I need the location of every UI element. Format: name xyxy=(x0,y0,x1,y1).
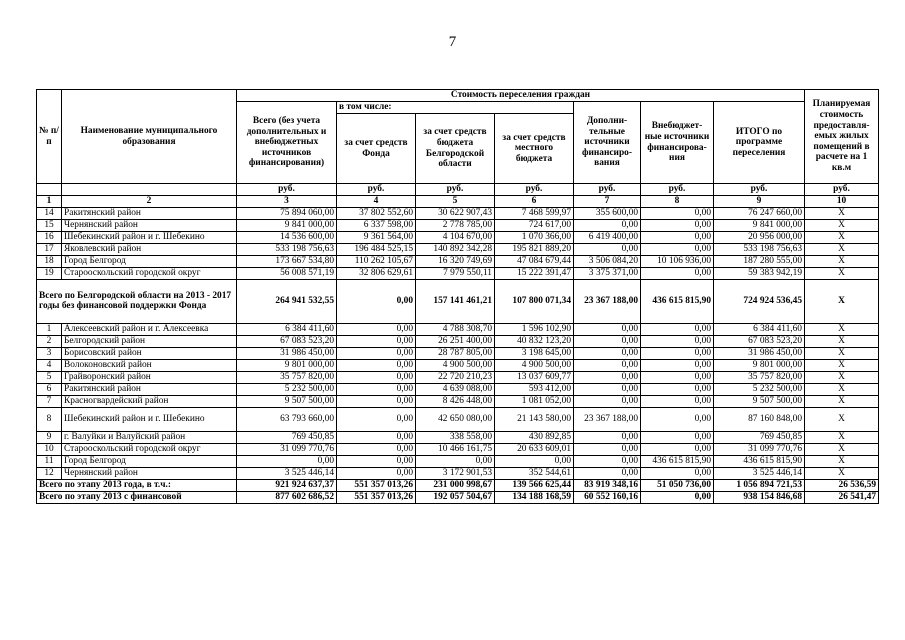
value-reg: 2 778 785,00 xyxy=(416,219,495,231)
value-loc: 724 617,00 xyxy=(495,219,574,231)
resettlement-cost-table xyxy=(36,89,879,504)
col-extrabudget-header: Внебюджет- ные источники финансирова- ния xyxy=(641,102,714,184)
municipality-name: Старооскольский городской округ xyxy=(62,267,237,279)
table-body xyxy=(37,207,879,503)
row-number: 9 xyxy=(37,431,62,443)
value-total: 0,00 xyxy=(237,455,337,467)
subtotal-add: 23 367 188,00 xyxy=(574,279,641,323)
total-fund: 551 357 013,26 xyxy=(337,491,416,503)
municipality-name: Белгородский район xyxy=(62,335,237,347)
col-number: 3 xyxy=(237,196,337,208)
value-ext: 0,00 xyxy=(641,371,714,383)
value-fund: 0,00 xyxy=(337,407,416,431)
value-fund: 0,00 xyxy=(337,371,416,383)
value-itogo: 6 384 411,60 xyxy=(714,323,805,335)
value-loc: 593 412,00 xyxy=(495,383,574,395)
total-plan: 26 536,59 xyxy=(805,479,879,491)
value-loc: 1 070 366,00 xyxy=(495,231,574,243)
value-fund: 0,00 xyxy=(337,335,416,347)
value-total: 6 384 411,60 xyxy=(237,323,337,335)
row-number: 7 xyxy=(37,395,62,407)
value-add: 0,00 xyxy=(574,371,641,383)
value-fund: 0,00 xyxy=(337,383,416,395)
table-row xyxy=(37,359,879,371)
value-total: 67 083 523,20 xyxy=(237,335,337,347)
value-add: 3 506 084,20 xyxy=(574,255,641,267)
value-itogo: 87 160 848,00 xyxy=(714,407,805,431)
units-row xyxy=(37,184,879,196)
value-plan: Х xyxy=(805,395,879,407)
municipality-name: Яковлевский район xyxy=(62,243,237,255)
col-regional-header: за счет средств бюджета Белгородской области xyxy=(416,114,495,184)
total-label: Всего по этапу 2013 с финансовой xyxy=(37,491,237,503)
col-number: 10 xyxy=(805,196,879,208)
col-total-header: Всего (без учета дополнительных и внебюджетных источников финансирования) xyxy=(237,102,337,184)
row-number: 19 xyxy=(37,267,62,279)
value-total: 9 801 000,00 xyxy=(237,359,337,371)
value-itogo: 436 615 815,90 xyxy=(714,455,805,467)
value-plan: Х xyxy=(805,431,879,443)
value-ext: 0,00 xyxy=(641,347,714,359)
value-loc: 352 544,61 xyxy=(495,467,574,479)
total-plan: 26 541,47 xyxy=(805,491,879,503)
value-loc: 0,00 xyxy=(495,455,574,467)
col-number: 1 xyxy=(37,196,62,208)
total-ext: 51 050 736,00 xyxy=(641,479,714,491)
value-reg: 8 426 448,00 xyxy=(416,395,495,407)
total-fund: 551 357 013,26 xyxy=(337,479,416,491)
value-fund: 0,00 xyxy=(337,347,416,359)
row-number: 4 xyxy=(37,359,62,371)
municipality-name: Старооскольский городской округ xyxy=(62,443,237,455)
value-ext: 0,00 xyxy=(641,323,714,335)
municipality-name: Ракитянский район xyxy=(62,207,237,219)
value-loc: 3 198 645,00 xyxy=(495,347,574,359)
municipality-name: Волоконовский район xyxy=(62,359,237,371)
value-plan: Х xyxy=(805,455,879,467)
value-ext: 10 106 936,00 xyxy=(641,255,714,267)
table-row xyxy=(37,323,879,335)
value-plan: Х xyxy=(805,359,879,371)
col-number: 9 xyxy=(714,196,805,208)
value-fund: 0,00 xyxy=(337,395,416,407)
value-total: 31 986 450,00 xyxy=(237,347,337,359)
value-ext: 0,00 xyxy=(641,207,714,219)
value-total: 533 198 756,63 xyxy=(237,243,337,255)
row-number: 12 xyxy=(37,467,62,479)
col-fund-header: за счет средств Фонда xyxy=(337,114,416,184)
value-plan: Х xyxy=(805,243,879,255)
col-additional-header: Дополни- тельные источники финансиро- вания xyxy=(574,102,641,184)
value-ext: 0,00 xyxy=(641,443,714,455)
value-itogo: 9 507 500,00 xyxy=(714,395,805,407)
value-loc: 20 633 609,01 xyxy=(495,443,574,455)
table-row xyxy=(37,383,879,395)
value-loc: 21 143 580,00 xyxy=(495,407,574,431)
subtotal-label: Всего по Белгородской области на 2013 - 2017 годы без финансовой поддержки Фонда xyxy=(37,279,237,323)
value-loc: 7 468 599,97 xyxy=(495,207,574,219)
value-add: 23 367 188,00 xyxy=(574,407,641,431)
column-numbers-row xyxy=(37,196,879,208)
municipality-name: Чернянский район xyxy=(62,467,237,479)
page-number: 7 xyxy=(448,34,457,50)
subtotal-total: 264 941 532,55 xyxy=(237,279,337,323)
table-row xyxy=(37,443,879,455)
value-fund: 0,00 xyxy=(337,443,416,455)
municipality-name: Шебекинский район и г. Шебекино xyxy=(62,407,237,431)
value-add: 0,00 xyxy=(574,359,641,371)
value-reg: 4 104 670,00 xyxy=(416,231,495,243)
value-add: 0,00 xyxy=(574,243,641,255)
value-ext: 0,00 xyxy=(641,395,714,407)
value-add: 3 375 371,00 xyxy=(574,267,641,279)
municipality-name: г. Валуйки и Валуйский район xyxy=(62,431,237,443)
value-plan: Х xyxy=(805,335,879,347)
table-row xyxy=(37,219,879,231)
row-number: 15 xyxy=(37,219,62,231)
value-reg: 338 558,00 xyxy=(416,431,495,443)
table-row xyxy=(37,335,879,347)
value-ext: 0,00 xyxy=(641,219,714,231)
unit-cell: руб. xyxy=(416,184,495,196)
subtotal-itogo: 724 924 536,45 xyxy=(714,279,805,323)
value-plan: Х xyxy=(805,467,879,479)
col-number: 7 xyxy=(574,196,641,208)
municipality-name: Красногвардейский район xyxy=(62,395,237,407)
value-itogo: 31 986 450,00 xyxy=(714,347,805,359)
municipality-name: Грайворонский район xyxy=(62,371,237,383)
value-loc: 1 596 102,90 xyxy=(495,323,574,335)
row-number: 8 xyxy=(37,407,62,431)
row-number: 18 xyxy=(37,255,62,267)
col-number: 8 xyxy=(641,196,714,208)
value-loc: 15 222 391,47 xyxy=(495,267,574,279)
col-in-that-header: в том числе: xyxy=(337,102,574,114)
value-reg: 10 466 161,75 xyxy=(416,443,495,455)
value-reg: 26 251 400,00 xyxy=(416,335,495,347)
row-number: 5 xyxy=(37,371,62,383)
value-itogo: 20 956 000,00 xyxy=(714,231,805,243)
value-reg: 3 172 901,53 xyxy=(416,467,495,479)
value-total: 9 841 000,00 xyxy=(237,219,337,231)
subtotal-row xyxy=(37,279,879,323)
total-itogo: 938 154 846,68 xyxy=(714,491,805,503)
table-row xyxy=(37,431,879,443)
value-itogo: 31 099 770,76 xyxy=(714,443,805,455)
value-ext: 0,00 xyxy=(641,383,714,395)
total-reg: 231 000 998,67 xyxy=(416,479,495,491)
row-number: 10 xyxy=(37,443,62,455)
value-reg: 0,00 xyxy=(416,455,495,467)
total-loc: 139 566 625,44 xyxy=(495,479,574,491)
value-itogo: 533 198 756,63 xyxy=(714,243,805,255)
value-plan: Х xyxy=(805,323,879,335)
value-fund: 6 337 598,00 xyxy=(337,219,416,231)
value-plan: Х xyxy=(805,443,879,455)
value-add: 0,00 xyxy=(574,347,641,359)
col-number: 2 xyxy=(62,196,237,208)
value-reg: 4 900 500,00 xyxy=(416,359,495,371)
subtotal-fund: 0,00 xyxy=(337,279,416,323)
value-itogo: 9 801 000,00 xyxy=(714,359,805,371)
value-reg: 4 639 088,00 xyxy=(416,383,495,395)
subtotal-reg: 157 141 461,21 xyxy=(416,279,495,323)
value-ext: 0,00 xyxy=(641,467,714,479)
value-plan: Х xyxy=(805,267,879,279)
value-plan: Х xyxy=(805,347,879,359)
value-itogo: 3 525 446,14 xyxy=(714,467,805,479)
municipality-name: Город Белгород xyxy=(62,255,237,267)
value-reg: 16 320 749,69 xyxy=(416,255,495,267)
value-fund: 0,00 xyxy=(337,467,416,479)
value-itogo: 5 232 500,00 xyxy=(714,383,805,395)
value-itogo: 67 083 523,20 xyxy=(714,335,805,347)
value-ext: 0,00 xyxy=(641,267,714,279)
value-total: 3 525 446,14 xyxy=(237,467,337,479)
unit-cell: руб. xyxy=(805,184,879,196)
value-ext: 0,00 xyxy=(641,243,714,255)
value-add: 0,00 xyxy=(574,467,641,479)
value-add: 0,00 xyxy=(574,383,641,395)
value-add: 6 419 400,00 xyxy=(574,231,641,243)
total-add: 60 552 160,16 xyxy=(574,491,641,503)
col-number: 6 xyxy=(495,196,574,208)
value-reg: 30 622 907,43 xyxy=(416,207,495,219)
subtotal-loc: 107 800 071,34 xyxy=(495,279,574,323)
table-row xyxy=(37,407,879,431)
table-row xyxy=(37,455,879,467)
value-reg: 22 720 210,23 xyxy=(416,371,495,383)
value-fund: 0,00 xyxy=(337,359,416,371)
total-loc: 134 188 168,59 xyxy=(495,491,574,503)
value-reg: 28 787 805,00 xyxy=(416,347,495,359)
value-reg: 140 892 342,28 xyxy=(416,243,495,255)
value-ext: 436 615 815,90 xyxy=(641,455,714,467)
total-label: Всего по этапу 2013 года, в т.ч.: xyxy=(37,479,237,491)
value-add: 355 600,00 xyxy=(574,207,641,219)
total-reg: 192 057 504,67 xyxy=(416,491,495,503)
total-total: 877 602 686,52 xyxy=(237,491,337,503)
table-row xyxy=(37,267,879,279)
value-itogo: 187 280 555,00 xyxy=(714,255,805,267)
value-plan: Х xyxy=(805,383,879,395)
value-total: 63 793 660,00 xyxy=(237,407,337,431)
municipality-name: Ракитянский район xyxy=(62,383,237,395)
value-add: 0,00 xyxy=(574,443,641,455)
municipality-name: Алексеевский район и г. Алексеевка xyxy=(62,323,237,335)
value-reg: 7 979 550,11 xyxy=(416,267,495,279)
value-ext: 0,00 xyxy=(641,431,714,443)
col-local-header: за счет средств местного бюджета xyxy=(495,114,574,184)
row-number: 2 xyxy=(37,335,62,347)
value-total: 769 450,85 xyxy=(237,431,337,443)
row-number: 16 xyxy=(37,231,62,243)
value-add: 0,00 xyxy=(574,395,641,407)
table-row xyxy=(37,207,879,219)
value-itogo: 76 247 660,00 xyxy=(714,207,805,219)
total-row xyxy=(37,479,879,491)
value-loc: 1 081 052,00 xyxy=(495,395,574,407)
value-total: 173 667 534,80 xyxy=(237,255,337,267)
subtotal-plan: Х xyxy=(805,279,879,323)
total-add: 83 919 348,16 xyxy=(574,479,641,491)
row-number: 14 xyxy=(37,207,62,219)
col-itogo-header: ИТОГО по программе переселения xyxy=(714,102,805,184)
value-loc: 47 084 679,44 xyxy=(495,255,574,267)
municipality-name: Чернянский район xyxy=(62,219,237,231)
value-fund: 37 802 552,60 xyxy=(337,207,416,219)
subtotal-ext: 436 615 815,90 xyxy=(641,279,714,323)
col-group-header: Стоимость переселения граждан xyxy=(237,90,805,102)
table-row xyxy=(37,347,879,359)
row-number: 3 xyxy=(37,347,62,359)
table-header xyxy=(37,90,879,208)
value-add: 0,00 xyxy=(574,219,641,231)
value-plan: Х xyxy=(805,371,879,383)
value-total: 56 008 571,19 xyxy=(237,267,337,279)
col-number: 5 xyxy=(416,196,495,208)
value-fund: 0,00 xyxy=(337,431,416,443)
value-total: 35 757 820,00 xyxy=(237,371,337,383)
total-total: 921 924 637,37 xyxy=(237,479,337,491)
col-number: 4 xyxy=(337,196,416,208)
value-total: 5 232 500,00 xyxy=(237,383,337,395)
value-total: 31 099 770,76 xyxy=(237,443,337,455)
value-total: 14 536 600,00 xyxy=(237,231,337,243)
value-itogo: 59 383 942,19 xyxy=(714,267,805,279)
value-plan: Х xyxy=(805,255,879,267)
value-add: 0,00 xyxy=(574,455,641,467)
value-plan: Х xyxy=(805,219,879,231)
value-loc: 13 037 609,77 xyxy=(495,371,574,383)
total-ext: 0,00 xyxy=(641,491,714,503)
value-fund: 110 262 105,67 xyxy=(337,255,416,267)
value-fund: 0,00 xyxy=(337,455,416,467)
unit-cell: руб. xyxy=(574,184,641,196)
value-fund: 0,00 xyxy=(337,323,416,335)
value-loc: 430 892,85 xyxy=(495,431,574,443)
table-row xyxy=(37,255,879,267)
value-itogo: 9 841 000,00 xyxy=(714,219,805,231)
municipality-name: Город Белгород xyxy=(62,455,237,467)
value-ext: 0,00 xyxy=(641,407,714,431)
municipality-name: Борисовский район xyxy=(62,347,237,359)
unit-cell: руб. xyxy=(495,184,574,196)
value-add: 0,00 xyxy=(574,431,641,443)
municipality-name: Шебекинский район и г. Шебекино xyxy=(62,231,237,243)
value-add: 0,00 xyxy=(574,335,641,347)
value-plan: Х xyxy=(805,231,879,243)
value-reg: 42 650 080,00 xyxy=(416,407,495,431)
value-loc: 40 832 123,20 xyxy=(495,335,574,347)
value-itogo: 769 450,85 xyxy=(714,431,805,443)
value-ext: 0,00 xyxy=(641,335,714,347)
col-name-header: Наименование муниципального образования xyxy=(62,90,237,184)
value-fund: 9 361 564,00 xyxy=(337,231,416,243)
table-row xyxy=(37,243,879,255)
row-number: 6 xyxy=(37,383,62,395)
row-number: 17 xyxy=(37,243,62,255)
table-row xyxy=(37,467,879,479)
unit-cell: руб. xyxy=(337,184,416,196)
table-row xyxy=(37,395,879,407)
row-number: 1 xyxy=(37,323,62,335)
value-loc: 195 821 889,20 xyxy=(495,243,574,255)
unit-cell: руб. xyxy=(641,184,714,196)
value-ext: 0,00 xyxy=(641,231,714,243)
value-plan: Х xyxy=(805,207,879,219)
value-total: 75 894 060,00 xyxy=(237,207,337,219)
row-number: 11 xyxy=(37,455,62,467)
unit-cell: руб. xyxy=(237,184,337,196)
table-row xyxy=(37,231,879,243)
value-ext: 0,00 xyxy=(641,359,714,371)
value-add: 0,00 xyxy=(574,323,641,335)
col-no-header: № п/п xyxy=(37,90,62,184)
value-reg: 4 788 308,70 xyxy=(416,323,495,335)
value-fund: 32 806 629,61 xyxy=(337,267,416,279)
value-loc: 4 900 500,00 xyxy=(495,359,574,371)
total-row xyxy=(37,491,879,503)
table-row xyxy=(37,371,879,383)
unit-cell: руб. xyxy=(714,184,805,196)
value-fund: 196 484 525,15 xyxy=(337,243,416,255)
value-total: 9 507 500,00 xyxy=(237,395,337,407)
col-planned-header: Планируемая стоимость предоставля- емых жилых помещений в расчете на 1 кв.м xyxy=(805,90,879,184)
value-plan: Х xyxy=(805,407,879,431)
value-itogo: 35 757 820,00 xyxy=(714,371,805,383)
total-itogo: 1 056 894 721,53 xyxy=(714,479,805,491)
